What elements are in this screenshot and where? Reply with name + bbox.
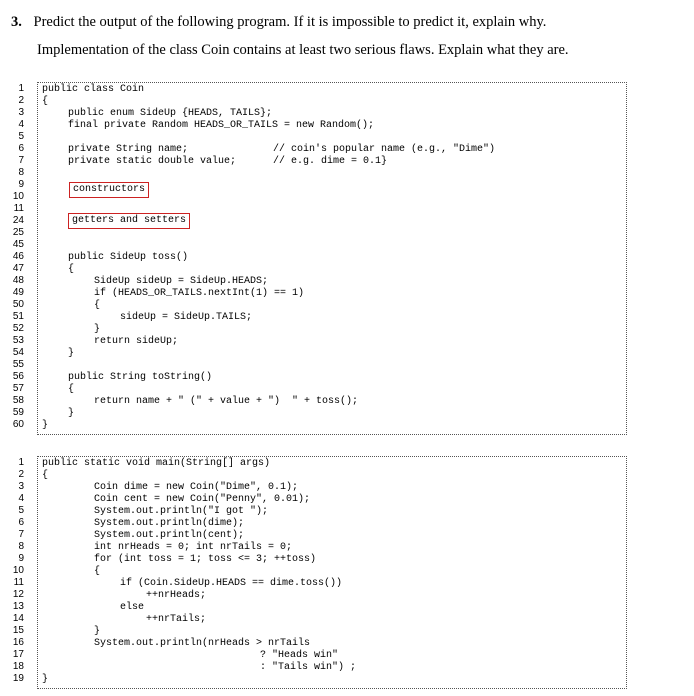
code-line: } [94,324,101,335]
question-text-2: Implementation of the class Coin contains at least two serious flaws. Explain what they are. [37,42,569,58]
code-line: int nrHeads = 0; int nrTails = 0; [94,542,293,553]
line-number: 9 [18,179,24,190]
code-line: if (HEADS_OR_TAILS.nextInt(1) == 1) [94,288,305,299]
code-line: ? "Heads win" [260,650,339,661]
line-number: 13 [12,601,24,612]
line-number: 4 [18,119,24,130]
code-line: System.out.println(dime); [94,518,245,529]
main-method-code-panel [37,456,627,689]
line-number: 57 [12,383,24,394]
code-line: public enum SideUp {HEADS, TAILS}; [68,108,273,119]
question-line-1 [11,14,546,31]
main-method-line-numbers [0,456,24,688]
code-line: { [42,96,49,107]
line-number: 8 [18,167,24,178]
line-number: 50 [12,299,24,310]
code-line: for (int toss = 1; toss <= 3; ++toss) [94,554,317,565]
line-number: 6 [18,517,24,528]
line-number: 60 [12,419,24,430]
line-number: 19 [12,673,24,684]
code-line: { [94,300,101,311]
line-number: 55 [12,359,24,370]
line-number: 14 [12,613,24,624]
line-number: 5 [18,131,24,142]
question-text-1: Predict the output of the following program. If it is impossible to predict it, explain why. [33,14,547,30]
line-number: 58 [12,395,24,406]
code-line: : "Tails win") ; [260,662,357,673]
code-line: { [42,470,49,481]
line-number: 1 [18,83,24,94]
code-line: ++nrTails; [146,614,207,625]
code-line: SideUp sideUp = SideUp.HEADS; [94,276,269,287]
line-number: 10 [12,191,24,202]
coin-class-line-numbers [0,82,24,434]
line-number: 5 [18,505,24,516]
code-line: System.out.println(nrHeads > nrTails [94,638,311,649]
code-line: System.out.println("I got "); [94,506,269,517]
code-comment: // coin's popular name (e.g., "Dime") [273,144,496,155]
line-number: 11 [13,203,24,214]
line-number: 51 [12,311,24,322]
code-line: public String toString() [68,372,213,383]
constructors-placeholder-box: constructors [69,182,149,198]
line-number: 7 [18,155,24,166]
line-number: 59 [12,407,24,418]
line-number: 1 [18,457,24,468]
question-number: 3. [11,14,22,30]
line-number: 46 [12,251,24,262]
code-line: return sideUp; [94,336,179,347]
code-line: { [68,384,75,395]
code-line: } [68,348,75,359]
line-number: 3 [18,107,24,118]
line-number: 7 [18,529,24,540]
line-number: 12 [12,589,24,600]
line-number: 25 [12,227,24,238]
line-number: 9 [18,553,24,564]
line-number: 47 [12,263,24,274]
line-number: 15 [12,625,24,636]
code-line: sideUp = SideUp.TAILS; [120,312,253,323]
line-number: 54 [12,347,24,358]
code-line: { [94,566,101,577]
line-number: 3 [18,481,24,492]
coin-class-code-panel [37,82,627,435]
code-line: public SideUp toss() [68,252,189,263]
code-comment: // e.g. dime = 0.1} [273,156,388,167]
code-line: return name + " (" + value + ") " + toss(); [94,396,359,407]
line-number: 4 [18,493,24,504]
code-line: System.out.println(cent); [94,530,245,541]
code-line: } [68,408,75,419]
code-line: private static double value; [68,156,237,167]
line-number: 48 [12,275,24,286]
line-number: 17 [12,649,24,660]
line-number: 8 [18,541,24,552]
line-number: 52 [12,323,24,334]
line-number: 2 [18,469,24,480]
getters-setters-placeholder-box: getters and setters [68,213,190,229]
line-number: 53 [12,335,24,346]
code-line: if (Coin.SideUp.HEADS == dime.toss()) [120,578,343,589]
code-line: public static void main(String[] args) [42,458,271,469]
code-line: { [68,264,75,275]
code-line: public class Coin [42,84,145,95]
line-number: 6 [18,143,24,154]
line-number: 49 [12,287,24,298]
line-number: 2 [18,95,24,106]
line-number: 56 [12,371,24,382]
code-line: Coin cent = new Coin("Penny", 0.01); [94,494,311,505]
code-line: final private Random HEADS_OR_TAILS = new Random(); [68,120,375,131]
code-line: else [120,602,145,613]
code-line: Coin dime = new Coin("Dime", 0.1); [94,482,299,493]
line-number: 45 [12,239,24,250]
line-number: 18 [12,661,24,672]
code-line: } [42,420,49,431]
line-number: 10 [12,565,24,576]
code-line: private String name; [68,144,189,155]
line-number: 16 [12,637,24,648]
line-number: 11 [13,577,24,588]
code-line: } [94,626,101,637]
line-number: 24 [12,215,24,226]
code-line: } [42,674,49,685]
code-line: ++nrHeads; [146,590,207,601]
